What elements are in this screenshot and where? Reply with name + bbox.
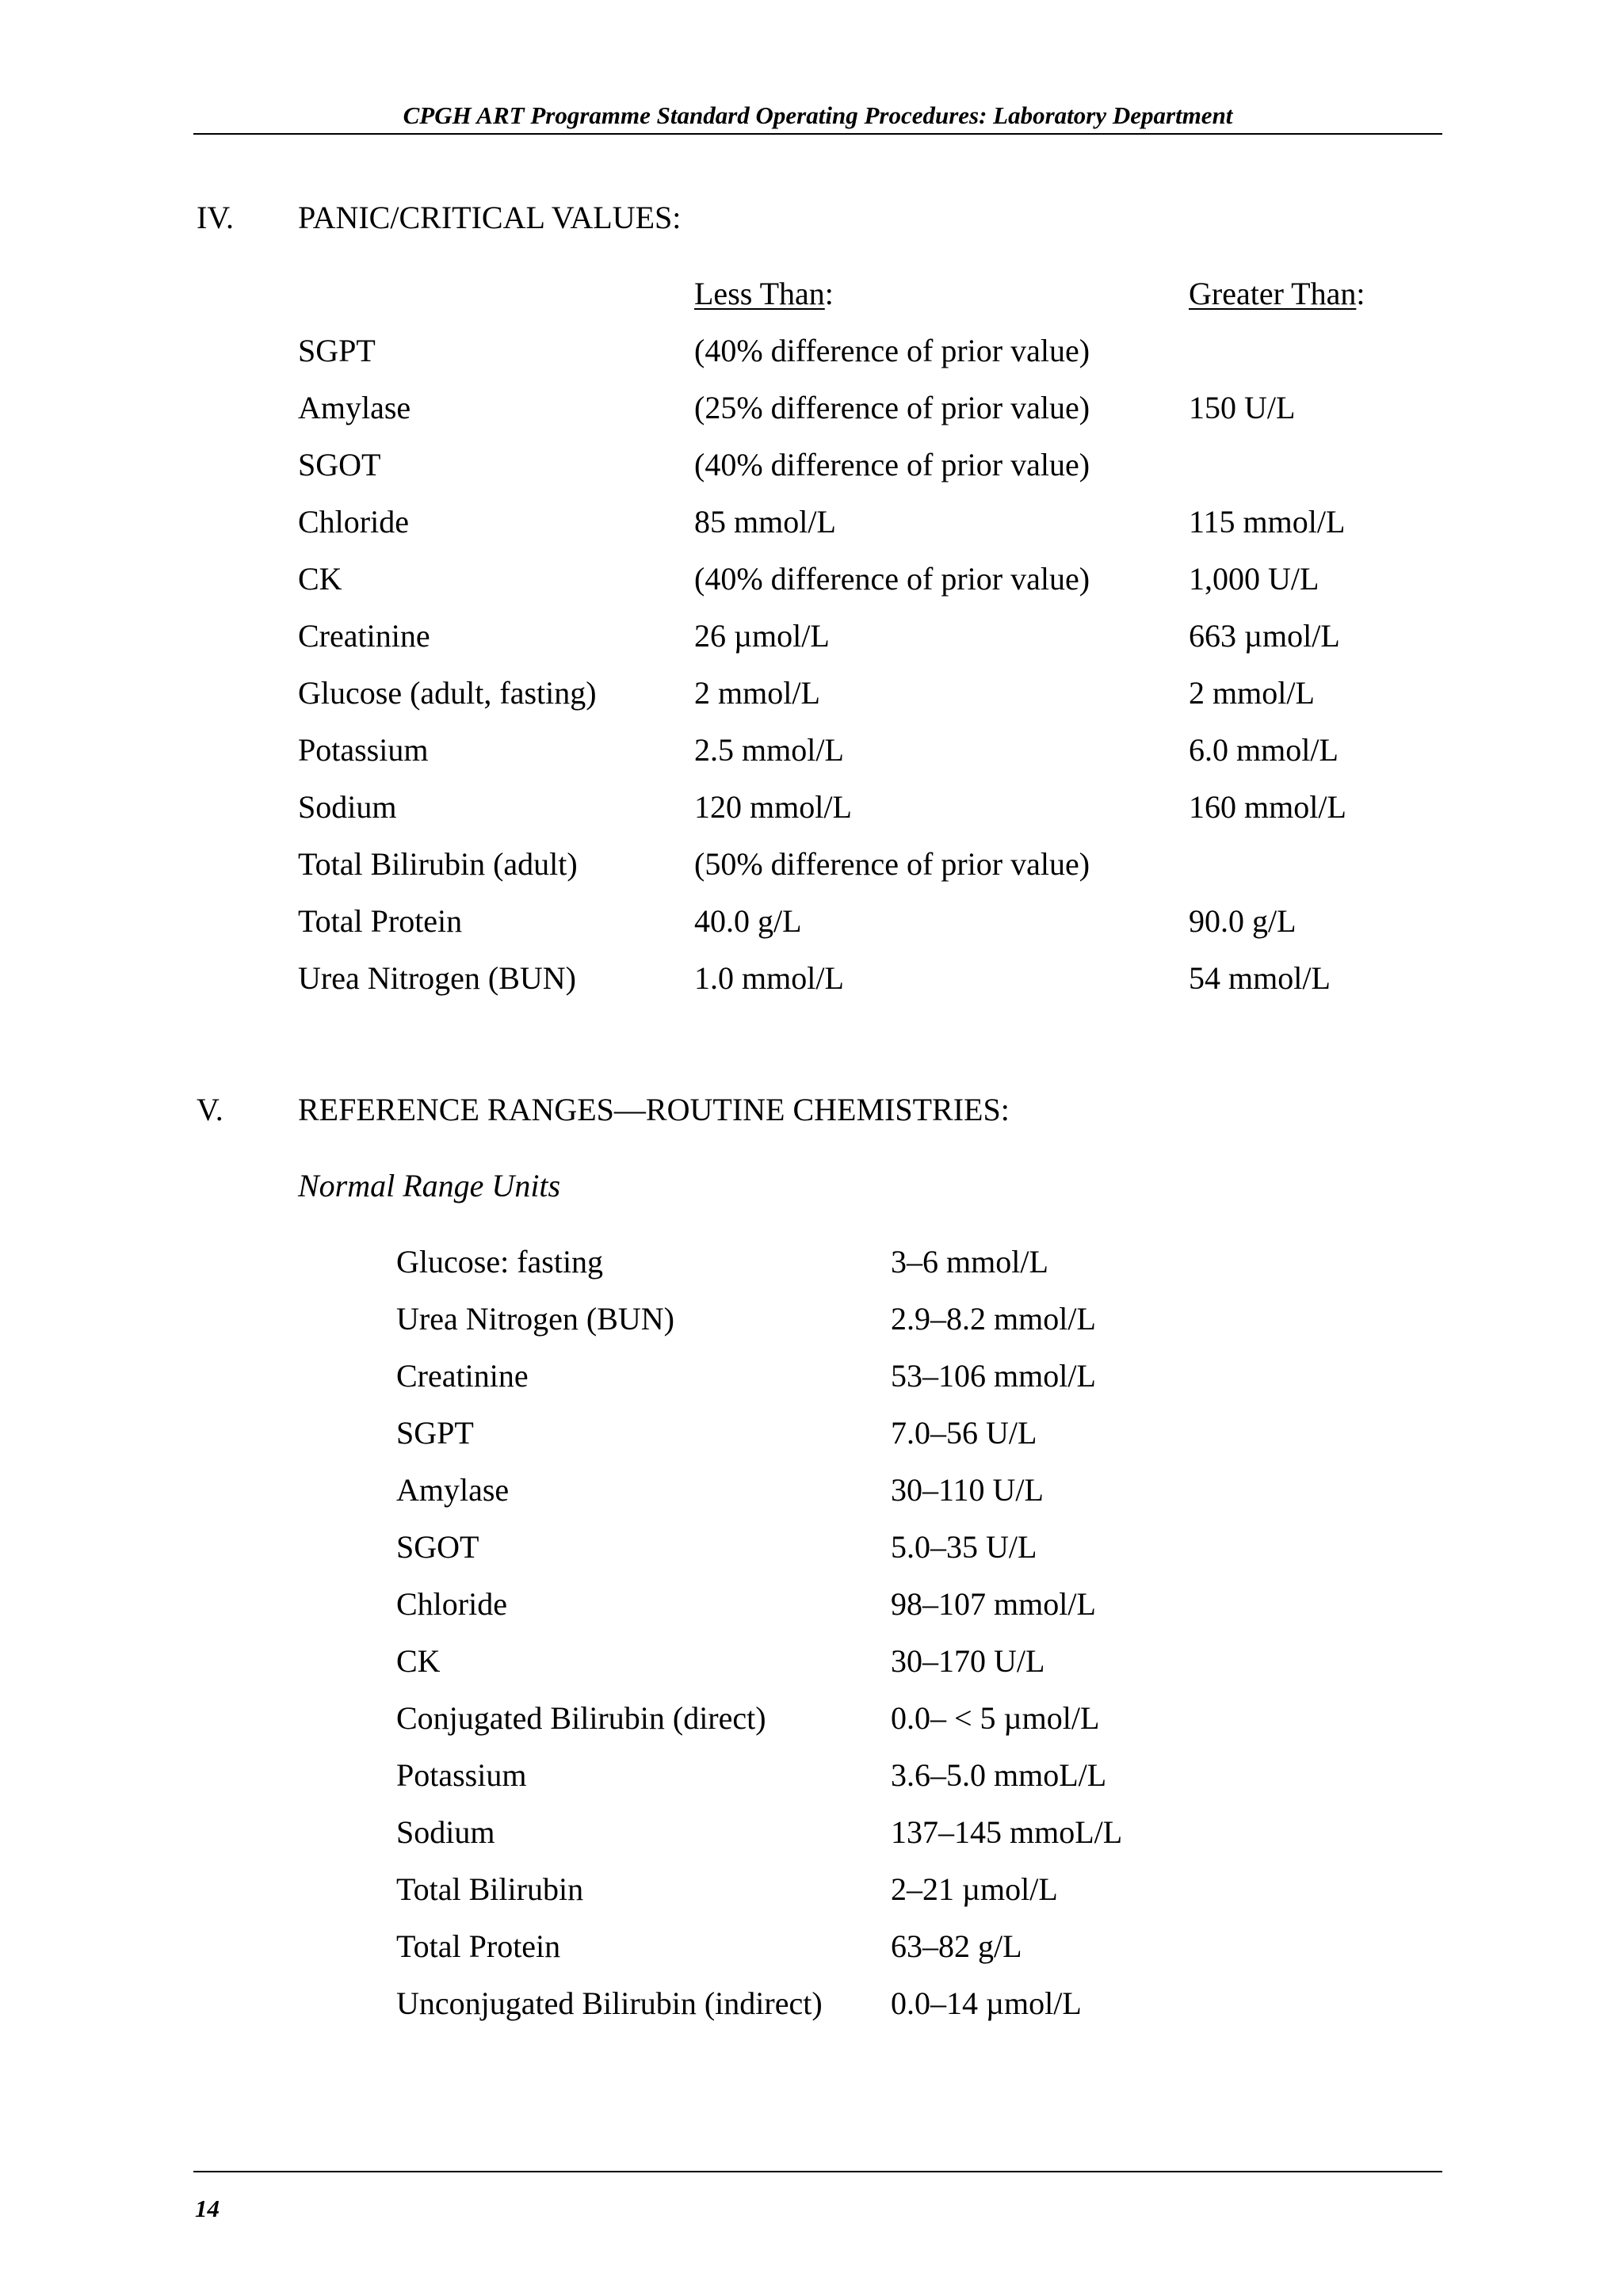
test-name: Amylase — [298, 390, 411, 425]
range-value: 3.6–5.0 mmoL/L — [891, 1757, 1107, 1793]
section-v-title: REFERENCE RANGES—ROUTINE CHEMISTRIES: — [298, 1092, 1010, 1127]
test-name: CK — [298, 561, 342, 597]
test-name: Glucose (adult, fasting) — [298, 675, 597, 711]
less-than-value: (40% difference of prior value) — [694, 561, 1090, 597]
range-value: 30–170 U/L — [891, 1643, 1045, 1679]
less-than-value: 120 mmol/L — [694, 789, 852, 825]
less-than-value: 2.5 mmol/L — [694, 732, 844, 768]
header-rule — [193, 133, 1442, 135]
test-name: Glucose: fasting — [396, 1244, 604, 1280]
test-name: Urea Nitrogen (BUN) — [396, 1301, 674, 1337]
test-name: Creatinine — [396, 1358, 529, 1394]
test-name: Amylase — [396, 1472, 510, 1508]
test-name: Total Protein — [396, 1928, 561, 1964]
test-name: Unconjugated Bilirubin (indirect) — [396, 1985, 823, 2021]
greater-than-value: 1,000 U/L — [1189, 561, 1319, 597]
greater-than-value: 2 mmol/L — [1189, 675, 1315, 711]
range-value: 137–145 mmoL/L — [891, 1814, 1123, 1850]
test-name: SGPT — [298, 333, 376, 368]
test-name: Chloride — [298, 504, 409, 540]
range-value: 53–106 mmol/L — [891, 1358, 1096, 1394]
test-name: Total Bilirubin — [396, 1871, 584, 1907]
range-value: 98–107 mmol/L — [891, 1586, 1096, 1622]
page-number: 14 — [195, 2195, 220, 2222]
footer-rule — [193, 2171, 1442, 2172]
greater-than-label: Greater Than — [1189, 276, 1357, 311]
greater-than-colon: : — [1356, 276, 1365, 311]
range-value: 0.0– < 5 µmol/L — [891, 1700, 1100, 1736]
range-value: 3–6 mmol/L — [891, 1244, 1048, 1280]
test-name: Conjugated Bilirubin (direct) — [396, 1700, 766, 1736]
section-iv-title: PANIC/CRITICAL VALUES: — [298, 200, 682, 235]
less-than-colon: : — [824, 276, 834, 311]
less-than-value: 40.0 g/L — [694, 903, 802, 939]
less-than-value: (25% difference of prior value) — [694, 390, 1090, 425]
range-value: 7.0–56 U/L — [891, 1415, 1037, 1451]
less-than-value: (40% difference of prior value) — [694, 333, 1090, 368]
range-value: 2–21 µmol/L — [891, 1871, 1058, 1907]
test-name: Potassium — [298, 732, 429, 768]
test-name: Total Protein — [298, 903, 463, 939]
greater-than-value: 160 mmol/L — [1189, 789, 1346, 825]
section-v-subtitle: Normal Range Units — [298, 1168, 561, 1203]
range-value: 5.0–35 U/L — [891, 1529, 1037, 1565]
range-value: 63–82 g/L — [891, 1928, 1022, 1964]
test-name: SGOT — [396, 1529, 479, 1565]
greater-than-value: 150 U/L — [1189, 390, 1296, 425]
test-name: Total Bilirubin (adult) — [298, 846, 578, 882]
greater-than-value: 54 mmol/L — [1189, 960, 1331, 996]
less-than-value: 85 mmol/L — [694, 504, 836, 540]
less-than-value: 1.0 mmol/L — [694, 960, 844, 996]
test-name: Urea Nitrogen (BUN) — [298, 960, 576, 996]
greater-than-value: 663 µmol/L — [1189, 618, 1340, 654]
greater-than-value: 90.0 g/L — [1189, 903, 1296, 939]
less-than-value: 26 µmol/L — [694, 618, 830, 654]
less-than-value: (50% difference of prior value) — [694, 846, 1090, 882]
test-name: CK — [396, 1643, 441, 1679]
column-header-greater-than — [1189, 274, 1365, 314]
greater-than-value: 6.0 mmol/L — [1189, 732, 1338, 768]
header-title: CPGH ART Programme Standard Operating Procedures: Laboratory Department — [403, 101, 1233, 129]
section-iv-numeral: IV. — [197, 200, 235, 235]
test-name: Potassium — [396, 1757, 527, 1793]
test-name: SGPT — [396, 1415, 474, 1451]
test-name: Chloride — [396, 1586, 507, 1622]
test-name: SGOT — [298, 447, 381, 482]
column-header-less-than — [694, 274, 834, 314]
range-value: 2.9–8.2 mmol/L — [891, 1301, 1096, 1337]
less-than-value: (40% difference of prior value) — [694, 447, 1090, 482]
test-name: Sodium — [396, 1814, 495, 1850]
test-name: Creatinine — [298, 618, 430, 654]
test-name: Sodium — [298, 789, 397, 825]
section-v-numeral: V. — [197, 1092, 223, 1127]
greater-than-value: 115 mmol/L — [1189, 504, 1346, 540]
less-than-value: 2 mmol/L — [694, 675, 820, 711]
range-value: 0.0–14 µmol/L — [891, 1985, 1082, 2021]
less-than-label: Less Than — [694, 276, 825, 311]
range-value: 30–110 U/L — [891, 1472, 1044, 1508]
